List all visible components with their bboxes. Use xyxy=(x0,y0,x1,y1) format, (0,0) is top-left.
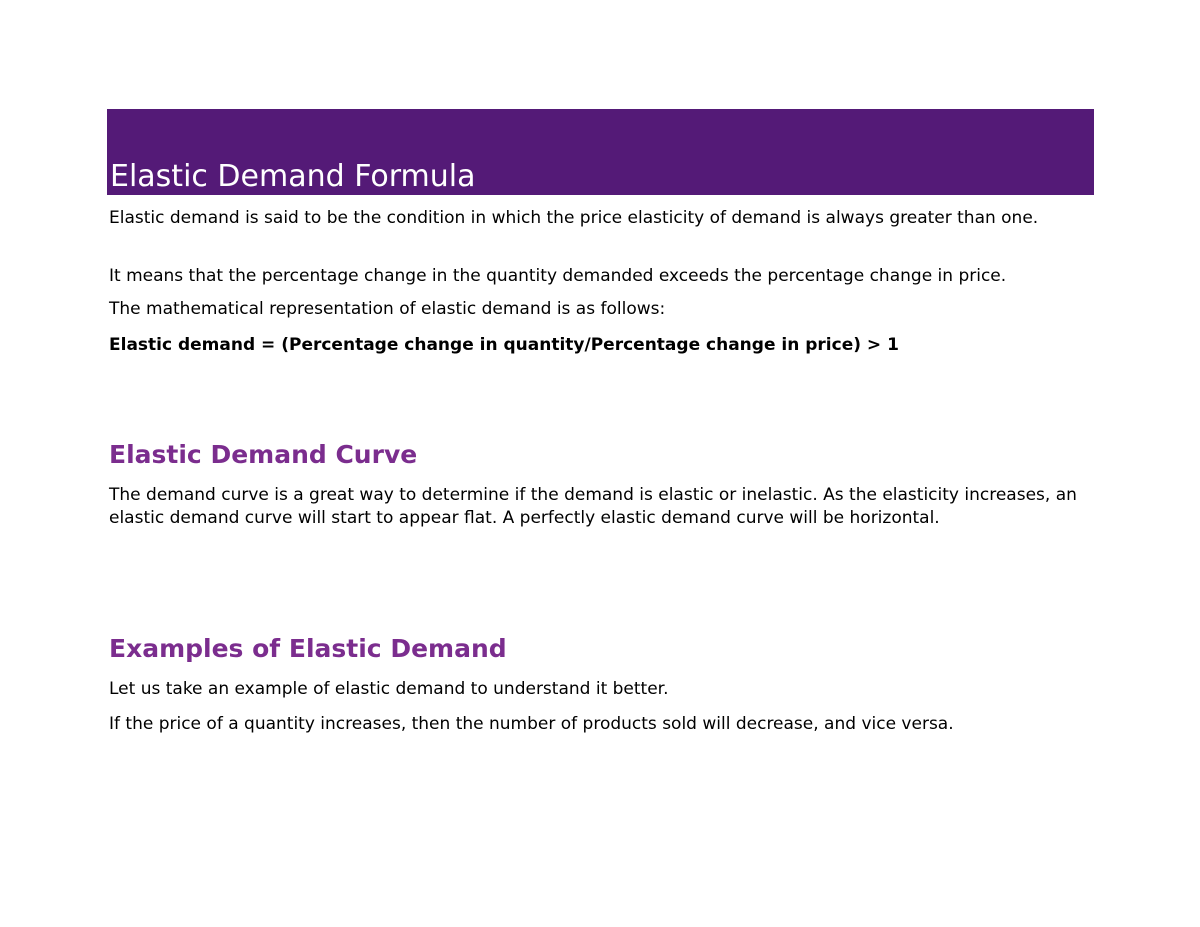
elastic-demand-formula: Elastic demand = (Percentage change in quantity/Percentage change in price) > 1 xyxy=(109,335,899,355)
page-title: Elastic Demand Formula xyxy=(110,159,476,194)
definition-paragraph: Elastic demand is said to be the condition in which the price elasticity of demand is always greater than one. xyxy=(109,208,1039,228)
example-detail-paragraph: If the price of a quantity increases, then the number of products sold will decrease, and vice versa. xyxy=(109,714,954,734)
example-intro-paragraph: Let us take an example of elastic demand to understand it better. xyxy=(109,679,669,699)
title-banner xyxy=(107,109,1094,195)
curve-paragraph: The demand curve is a great way to determine if the demand is elastic or inelastic. As the elasticity increases, an elastic demand curve will start to appear flat. A perfectly elastic demand curve will be horizontal. xyxy=(109,485,1077,528)
curve-section-heading: Elastic Demand Curve xyxy=(109,440,418,469)
meaning-paragraph: It means that the percentage change in the quantity demanded exceeds the percentage change in price. xyxy=(109,266,1007,286)
examples-section-heading: Examples of Elastic Demand xyxy=(109,634,507,663)
representation-paragraph: The mathematical representation of elastic demand is as follows: xyxy=(109,299,666,319)
